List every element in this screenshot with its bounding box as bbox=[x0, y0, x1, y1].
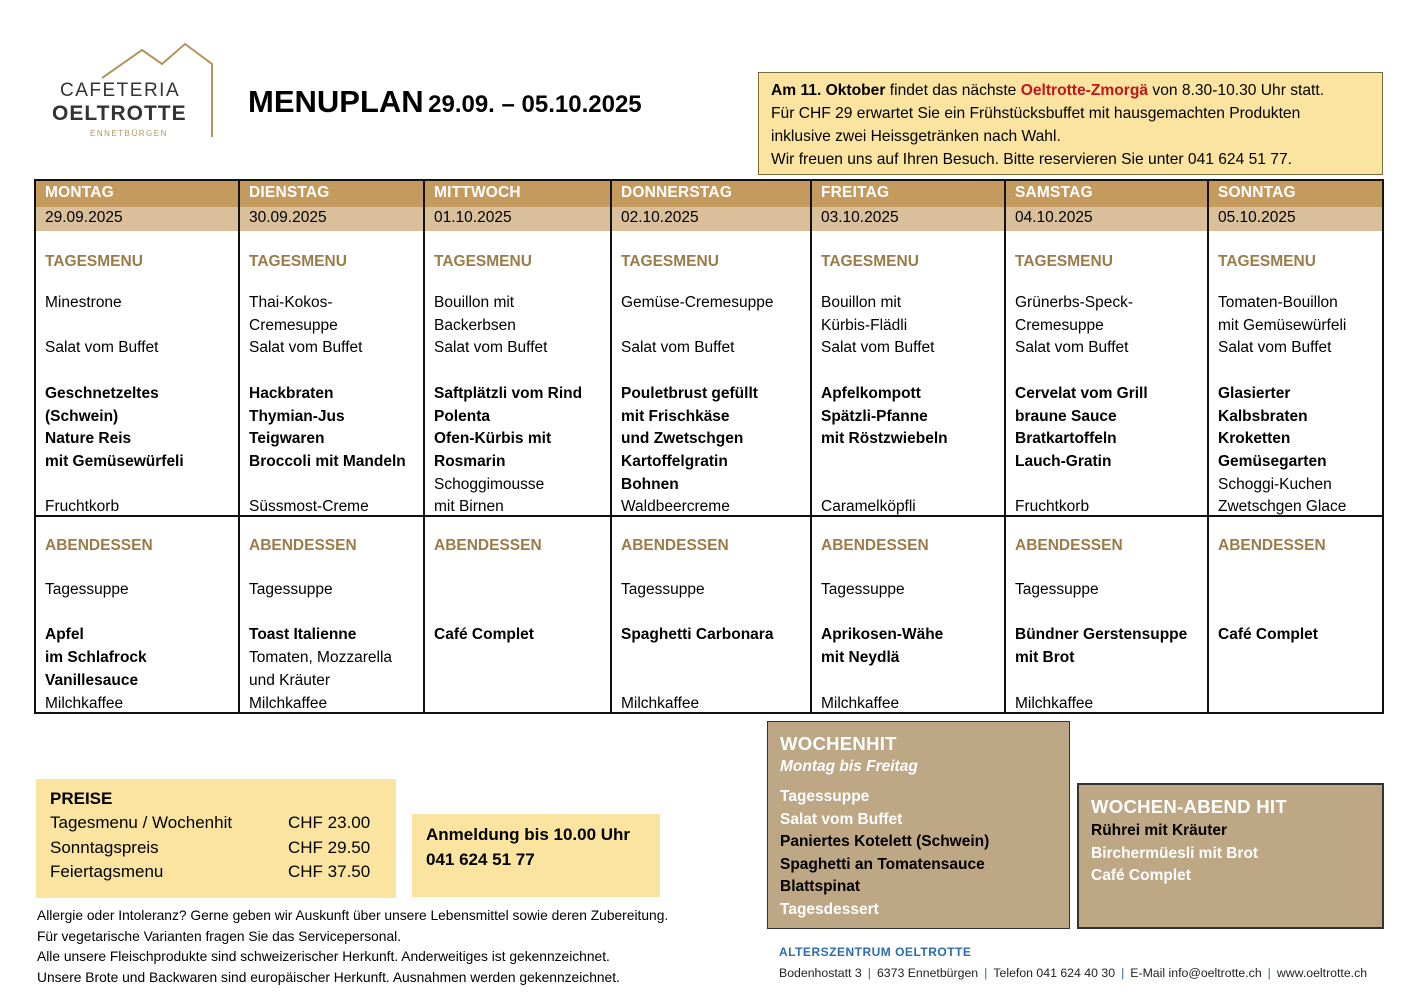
logo-line1: CAFETERIA bbox=[60, 80, 181, 101]
event-notice bbox=[758, 72, 1383, 175]
menu-item: Café Complet bbox=[1218, 626, 1318, 644]
dinner-label: ABENDESSEN bbox=[821, 537, 929, 554]
lunch-label: TAGESMENU bbox=[434, 253, 532, 270]
menu-item: mit Frischkäse bbox=[621, 407, 730, 425]
menu-item: Bouillon mit bbox=[821, 294, 902, 311]
notice-am: Am bbox=[771, 82, 797, 99]
weekly-hit-box bbox=[767, 721, 1070, 929]
price-label: Sonntagspreis bbox=[50, 837, 159, 857]
section-divider bbox=[240, 515, 423, 517]
menu-item: Cremesuppe bbox=[1015, 316, 1104, 334]
day-column bbox=[240, 181, 425, 712]
day-column bbox=[36, 181, 240, 712]
allergy-notes bbox=[37, 906, 668, 988]
menu-item: Bündner Gerstensuppe bbox=[1015, 626, 1188, 644]
evening-hit-item: Birchermüesli mit Brot bbox=[1091, 844, 1259, 862]
day-column bbox=[1006, 181, 1209, 712]
menu-item: Cremesuppe bbox=[249, 316, 338, 334]
menu-item: Kroketten bbox=[1218, 430, 1291, 448]
footer-city: 6373 Ennetbürgen bbox=[876, 966, 979, 980]
price-label: Tagesmenu / Wochenhit bbox=[50, 813, 233, 832]
menu-item: Zwetschgen Glace bbox=[1218, 498, 1347, 516]
menu-item: Waldbeercreme bbox=[621, 498, 730, 516]
footer-address: Bodenhostatt 3 bbox=[779, 966, 862, 980]
menu-item: Vanillesauce bbox=[45, 671, 139, 689]
evening-hit-item: Rührei mit Kräuter bbox=[1091, 822, 1228, 839]
footer-website[interactable]: www.oeltrotte.ch bbox=[1276, 966, 1368, 980]
section-divider bbox=[612, 515, 810, 517]
menu-item: Gemüse-Cremesuppe bbox=[621, 294, 774, 311]
price-row bbox=[50, 811, 382, 836]
notice-text2: von 8.30-10.30 Uhr statt. bbox=[1152, 82, 1325, 99]
dinner-label: ABENDESSEN bbox=[621, 537, 729, 554]
logo-line2: OELTROTTE bbox=[52, 102, 187, 125]
menu-item: Tagessuppe bbox=[45, 581, 129, 598]
lunch-label: TAGESMENU bbox=[821, 253, 919, 270]
lunch-label: TAGESMENU bbox=[1218, 253, 1316, 270]
menu-item: Minestrone bbox=[45, 294, 122, 311]
day-date: 02.10.2025 bbox=[612, 207, 810, 231]
menu-item: Milchkaffee bbox=[621, 694, 700, 712]
lunch-label: TAGESMENU bbox=[249, 253, 347, 270]
notice-event: Oeltrotte-Zmorgä bbox=[1020, 82, 1149, 99]
menu-item: Caramelköpfli bbox=[821, 498, 916, 516]
page-title bbox=[248, 84, 642, 120]
menu-item: Thai-Kokos- bbox=[249, 294, 333, 311]
menu-item: Bouillon mit bbox=[434, 294, 515, 311]
menu-item: mit Röstzwiebeln bbox=[821, 430, 948, 448]
menu-item: Aprikosen-Wähe bbox=[821, 626, 944, 644]
menu-item: Thymian-Jus bbox=[249, 407, 345, 425]
day-column bbox=[612, 181, 812, 712]
dinner-label: ABENDESSEN bbox=[45, 537, 153, 554]
weekly-hit-item: Salat vom Buffet bbox=[780, 810, 903, 828]
menu-item: Nature Reis bbox=[45, 430, 132, 448]
menu-item: Pouletbrust gefüllt bbox=[621, 384, 758, 402]
day-name: MONTAG bbox=[36, 181, 238, 207]
footer-contact bbox=[779, 966, 1367, 980]
menu-item: Gemüsegarten bbox=[1218, 452, 1327, 470]
menu-item: Hackbraten bbox=[249, 384, 334, 402]
footer-phone: Telefon 041 624 40 30 bbox=[993, 966, 1116, 980]
menu-item: Tagessuppe bbox=[821, 581, 905, 598]
menu-item: mit Gemüsewürfeli bbox=[45, 452, 184, 470]
menu-item: Milchkaffee bbox=[821, 694, 900, 712]
day-name: SAMSTAG bbox=[1006, 181, 1207, 207]
menu-item: Broccoli mit Mandeln bbox=[249, 452, 406, 470]
day-name: DONNERSTAG bbox=[612, 181, 810, 207]
note-line: Alle unsere Fleischprodukte sind schweizerischer Herkunft. Anderweitiges ist gekennzeichnet. bbox=[37, 949, 610, 964]
notice-line3: inklusive zwei Heissgetränken nach Wahl. bbox=[771, 128, 1061, 145]
menu-item: Polenta bbox=[434, 407, 490, 425]
evening-hit-box bbox=[1077, 783, 1384, 929]
menu-item: Geschnetzeltes bbox=[45, 384, 159, 402]
note-line: Unsere Brote und Backwaren sind europäischer Herkunft. Ausnahmen werden gekennzeichnet. bbox=[37, 969, 620, 985]
menu-item: Fruchtkorb bbox=[45, 498, 120, 516]
section-divider bbox=[1006, 515, 1207, 517]
registration-deadline: Anmeldung bis 10.00 Uhr bbox=[426, 825, 631, 844]
dinner-label: ABENDESSEN bbox=[1015, 537, 1123, 554]
note-line: Für vegetarische Varianten fragen Sie das Servicepersonal. bbox=[37, 928, 402, 944]
price-row bbox=[50, 836, 382, 861]
menu-item: Glasierter bbox=[1218, 384, 1291, 402]
menu-item: Teigwaren bbox=[249, 430, 325, 448]
footer-org: ALTERSZENTRUM OELTROTTE bbox=[779, 945, 972, 959]
footer-separator: | bbox=[1267, 966, 1271, 980]
evening-hit-item: Café Complet bbox=[1091, 867, 1191, 885]
day-date: 05.10.2025 bbox=[1209, 207, 1382, 231]
menu-item: im Schlafrock bbox=[45, 649, 147, 667]
title-main: MENUPLAN bbox=[248, 84, 424, 119]
day-date: 01.10.2025 bbox=[425, 207, 610, 231]
day-column bbox=[425, 181, 612, 712]
menu-item: mit Brot bbox=[1015, 649, 1075, 667]
menu-item: Salat vom Buffet bbox=[821, 339, 935, 357]
menu-item: Salat vom Buffet bbox=[45, 339, 159, 357]
dinner-label: ABENDESSEN bbox=[1218, 537, 1326, 554]
day-name: DIENSTAG bbox=[240, 181, 423, 207]
menu-item: Bratkartoffeln bbox=[1015, 430, 1117, 448]
notice-line2: Für CHF 29 erwartet Sie ein Frühstücksbuffet mit hausgemachten Produkten bbox=[771, 105, 1301, 122]
weekly-hit-subtitle: Montag bis Freitag bbox=[780, 758, 918, 775]
notice-text1: findet das nächste bbox=[889, 82, 1017, 99]
footer-separator: | bbox=[1121, 966, 1125, 980]
day-date: 30.09.2025 bbox=[240, 207, 423, 231]
day-name: MITTWOCH bbox=[425, 181, 610, 207]
title-dates: 29.09. – 05.10.2025 bbox=[428, 91, 642, 118]
menu-item: Bohnen bbox=[621, 475, 679, 493]
notice-date: 11. Oktober bbox=[800, 82, 886, 99]
day-column bbox=[1209, 181, 1382, 712]
weekly-hit-item: Tagesdessert bbox=[780, 900, 879, 918]
menu-item: Toast Italienne bbox=[249, 626, 357, 644]
section-divider bbox=[812, 515, 1004, 517]
menu-item: mit Neydlä bbox=[821, 649, 900, 667]
menu-item: mit Gemüsewürfeli bbox=[1218, 316, 1347, 334]
menu-item: braune Sauce bbox=[1015, 407, 1117, 425]
menu-item: und Kräuter bbox=[249, 671, 330, 689]
registration-box bbox=[412, 814, 660, 897]
menu-item: Tomaten, Mozzarella bbox=[249, 649, 393, 667]
menu-item: Salat vom Buffet bbox=[1015, 339, 1129, 357]
section-divider bbox=[1209, 515, 1382, 517]
menu-item: Café Complet bbox=[434, 626, 534, 644]
menu-item: Ofen-Kürbis mit bbox=[434, 430, 552, 448]
menu-item: Tagessuppe bbox=[1015, 581, 1099, 598]
lunch-label: TAGESMENU bbox=[1015, 253, 1113, 270]
dinner-label: ABENDESSEN bbox=[249, 537, 357, 554]
evening-hit-title: WOCHEN-ABEND HIT bbox=[1091, 796, 1287, 817]
notice-line4: Wir freuen uns auf Ihren Besuch. Bitte reservieren Sie unter 041 624 51 77. bbox=[771, 151, 1292, 168]
section-divider bbox=[36, 515, 238, 517]
menu-item: mit Birnen bbox=[434, 498, 504, 516]
section-divider bbox=[425, 515, 610, 517]
menu-item: Kalbsbraten bbox=[1218, 407, 1308, 425]
menu-item: Lauch-Gratin bbox=[1015, 452, 1112, 470]
menu-table bbox=[34, 179, 1384, 714]
menu-item: Apfelkompott bbox=[821, 384, 921, 402]
price-value: CHF 23.00 bbox=[288, 813, 371, 832]
price-row bbox=[50, 860, 382, 885]
menu-item: Salat vom Buffet bbox=[249, 339, 363, 357]
day-date: 29.09.2025 bbox=[36, 207, 238, 231]
day-column bbox=[812, 181, 1006, 712]
weekly-hit-item: Tagessuppe bbox=[780, 788, 870, 805]
menu-item: und Zwetschgen bbox=[621, 430, 744, 448]
menu-item: Spaghetti Carbonara bbox=[621, 626, 774, 644]
menu-item: Spätzli-Pfanne bbox=[821, 407, 928, 425]
menu-item: Tomaten-Bouillon bbox=[1218, 294, 1338, 311]
lunch-label: TAGESMENU bbox=[621, 253, 719, 270]
day-name: SONNTAG bbox=[1209, 181, 1382, 207]
price-box bbox=[36, 779, 396, 898]
note-line: Allergie oder Intoleranz? Gerne geben wir Auskunft über unsere Lebensmittel sowie deren Zubereitung. bbox=[37, 908, 669, 923]
weekly-hit-item: Spaghetti an Tomatensauce bbox=[780, 855, 985, 873]
menu-item: Salat vom Buffet bbox=[1218, 339, 1332, 357]
lunch-label: TAGESMENU bbox=[45, 253, 143, 270]
menu-item: Backerbsen bbox=[434, 316, 516, 334]
menu-item: (Schwein) bbox=[45, 407, 119, 425]
menu-item: Salat vom Buffet bbox=[434, 339, 548, 357]
menu-item: Schoggi-Kuchen bbox=[1218, 475, 1332, 493]
menu-item: Kürbis-Flädli bbox=[821, 316, 908, 334]
dinner-label: ABENDESSEN bbox=[434, 537, 542, 554]
menu-item: Schoggimousse bbox=[434, 475, 545, 493]
footer-separator: | bbox=[984, 966, 988, 980]
day-date: 04.10.2025 bbox=[1006, 207, 1207, 231]
cafeteria-logo bbox=[50, 40, 220, 140]
footer-email[interactable]: E-Mail info@oeltrotte.ch bbox=[1130, 966, 1262, 980]
footer-separator: | bbox=[867, 966, 871, 980]
menu-item: Kartoffelgratin bbox=[621, 452, 728, 470]
registration-phone: 041 624 51 77 bbox=[426, 850, 535, 869]
day-name: FREITAG bbox=[812, 181, 1004, 207]
menu-item: Fruchtkorb bbox=[1015, 498, 1090, 516]
menu-item: Apfel bbox=[45, 626, 84, 644]
menu-item: Tagessuppe bbox=[621, 581, 705, 598]
menu-item: Rosmarin bbox=[434, 452, 506, 470]
menu-item: Milchkaffee bbox=[1015, 694, 1094, 712]
notice-line1 bbox=[771, 79, 1370, 102]
menu-item: Grünerbs-Speck- bbox=[1015, 294, 1134, 311]
weekly-hit-item: Blattspinat bbox=[780, 878, 861, 896]
menu-item: Süssmost-Creme bbox=[249, 498, 369, 516]
price-title: PREISE bbox=[50, 789, 113, 808]
menu-item: Tagessuppe bbox=[249, 581, 333, 598]
price-label: Feiertagsmenu bbox=[50, 862, 164, 881]
menu-item: Milchkaffee bbox=[45, 694, 124, 712]
menu-item: Milchkaffee bbox=[249, 694, 328, 712]
price-value: CHF 37.50 bbox=[288, 862, 371, 881]
menu-item: Cervelat vom Grill bbox=[1015, 384, 1148, 402]
menu-item: Saftplätzli vom Rind bbox=[434, 384, 583, 402]
weekly-hit-title: WOCHENHIT bbox=[780, 733, 897, 754]
menu-item: Salat vom Buffet bbox=[621, 339, 735, 357]
price-value: CHF 29.50 bbox=[288, 837, 371, 857]
day-date: 03.10.2025 bbox=[812, 207, 1004, 231]
logo-line3: ENNETBÜRGEN bbox=[90, 129, 168, 138]
weekly-hit-item: Paniertes Kotelett (Schwein) bbox=[780, 833, 990, 851]
